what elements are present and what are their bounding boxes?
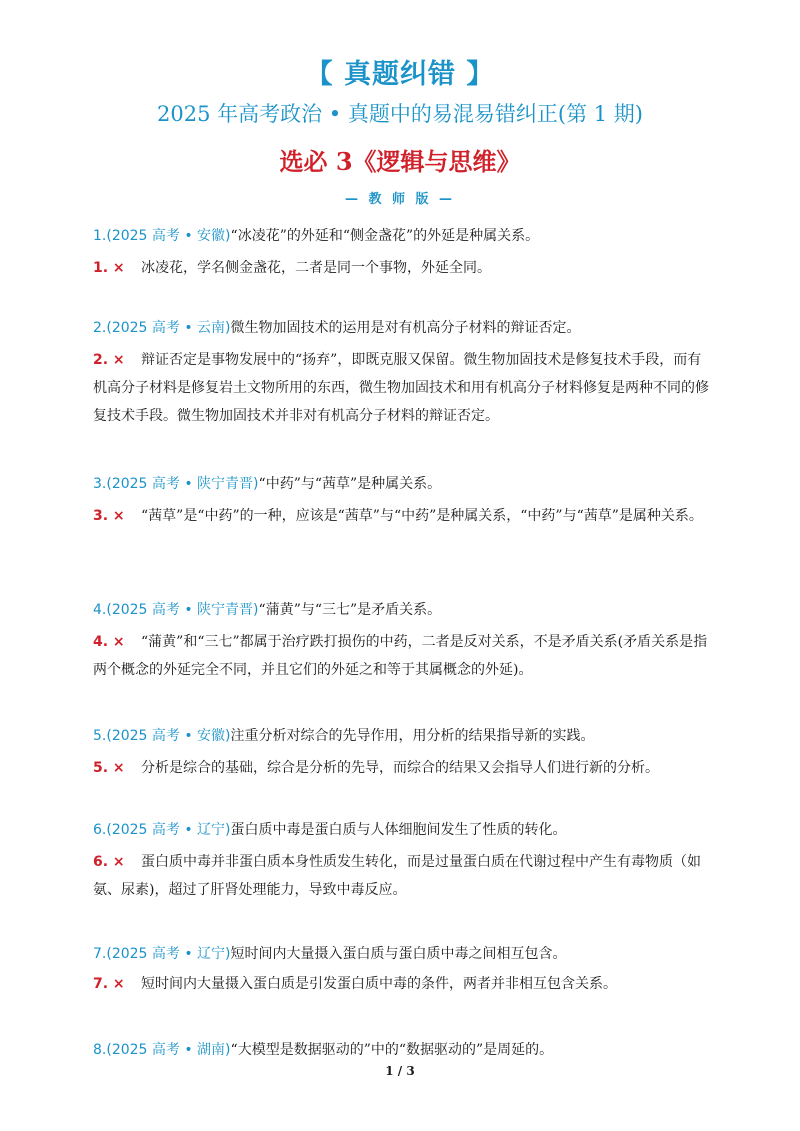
- wrong-mark: 3. ×: [93, 508, 125, 524]
- question-text: “冰凌花”的外延和“侧金盏花”的外延是种属关系。: [230, 228, 540, 244]
- question-number: 6.: [93, 822, 107, 838]
- question-text: 注重分析对综合的先导作用，用分析的结果指导新的实践。: [230, 728, 595, 744]
- question-5: [93, 726, 713, 746]
- question-source: (2025 高考 • 安徽): [106, 228, 231, 244]
- question-source: (2025 高考 • 陕宁青晋): [106, 476, 259, 492]
- document-title: 选必 3《逻辑与思维》: [279, 147, 521, 176]
- question-7: [93, 944, 713, 964]
- question-source: (2025 高考 • 辽宁): [106, 822, 231, 838]
- answer-text: 蛋白质中毒并非蛋白质本身性质发生转化，而是过量蛋白质在代谢过程中产生有毒物质（如氨、尿素)，超过了肝肾处理能力，导致中毒反应。: [93, 854, 701, 898]
- question-text: 蛋白质中毒是蛋白质与人体细胞间发生了性质的转化。: [230, 822, 567, 838]
- answer-text: 分析是综合的基础，综合是分析的先导，而综合的结果又会指导人们进行新的分析。: [141, 760, 659, 776]
- document-subtitle: 2025 年高考政治 • 真题中的易混易错纠正(第 1 期): [157, 102, 643, 126]
- question-1: [93, 226, 713, 246]
- answer-3: [93, 502, 713, 530]
- question-4: [93, 600, 713, 620]
- question-number: 8.: [93, 1042, 107, 1058]
- question-source: (2025 高考 • 云南): [106, 320, 231, 336]
- wrong-mark: 2. ×: [93, 352, 125, 368]
- wrong-mark: 4. ×: [93, 634, 125, 650]
- question-source: (2025 高考 • 安徽): [106, 728, 231, 744]
- question-number: 4.: [93, 602, 107, 618]
- wrong-mark: 5. ×: [93, 760, 125, 776]
- edition-label: — 教 师 版 —: [344, 192, 456, 207]
- question-2: [93, 318, 713, 338]
- question-source: (2025 高考 • 陕宁青晋): [106, 602, 259, 618]
- question-number: 5.: [93, 728, 107, 744]
- answer-7: [93, 970, 713, 998]
- question-text: 短时间内大量摄入蛋白质与蛋白质中毒之间相互包含。: [230, 946, 567, 962]
- answer-4: [93, 628, 713, 684]
- question-3: [93, 474, 713, 494]
- question-number: 3.: [93, 476, 107, 492]
- question-text: “蒲黄”与“三七”是矛盾关系。: [258, 602, 442, 618]
- answer-2: [93, 346, 713, 430]
- answer-text: 辩证否定是事物发展中的“扬弃”，即既克服又保留。微生物加固技术是修复技术手段，而有机高分子材料是修复岩土文物所用的东西，微生物加固技术和用有机高分子材料修复是两种不同的修复技术手段。微生物加固技术并非对有机高分子材料的辩证否定。: [93, 352, 709, 424]
- question-text: 微生物加固技术的运用是对有机高分子材料的辩证否定。: [230, 320, 581, 336]
- question-number: 7.: [93, 946, 107, 962]
- answer-5: [93, 754, 713, 782]
- question-8: [93, 1040, 713, 1060]
- question-number: 2.: [93, 320, 107, 336]
- wrong-mark: 7. ×: [93, 976, 125, 992]
- question-source: (2025 高考 • 湖南): [106, 1042, 231, 1058]
- answer-text: 短时间内大量摄入蛋白质是引发蛋白质中毒的条件，两者并非相互包含关系。: [141, 976, 617, 992]
- answer-text: 冰凌花，学名侧金盏花，二者是同一个事物，外延全同。: [141, 260, 491, 276]
- answer-text: “蒲黄”和“三七”都属于治疗跌打损伤的中药，二者是反对关系，不是矛盾关系(矛盾关系是指两个概念的外延完全不同，并且它们的外延之和等于其属概念的外延)。: [93, 634, 708, 678]
- wrong-mark: 1. ×: [93, 260, 125, 276]
- question-number: 1.: [93, 228, 107, 244]
- answer-text: “茜草”是“中药”的一种，应该是“茜草”与“中药”是种属关系，“中药”与“茜草”是属种关系。: [141, 508, 703, 524]
- question-source: (2025 高考 • 辽宁): [106, 946, 231, 962]
- section-tag: 【 真题纠错 】: [305, 59, 495, 90]
- question-text: “大模型是数据驱动的”中的“数据驱动的”是周延的。: [230, 1042, 554, 1058]
- question-text: “中药”与“茜草”是种属关系。: [258, 476, 442, 492]
- wrong-mark: 6. ×: [93, 854, 125, 870]
- answer-1: [93, 254, 713, 282]
- question-6: [93, 820, 713, 840]
- page-number: 1 / 3: [385, 1064, 415, 1078]
- answer-6: [93, 848, 713, 904]
